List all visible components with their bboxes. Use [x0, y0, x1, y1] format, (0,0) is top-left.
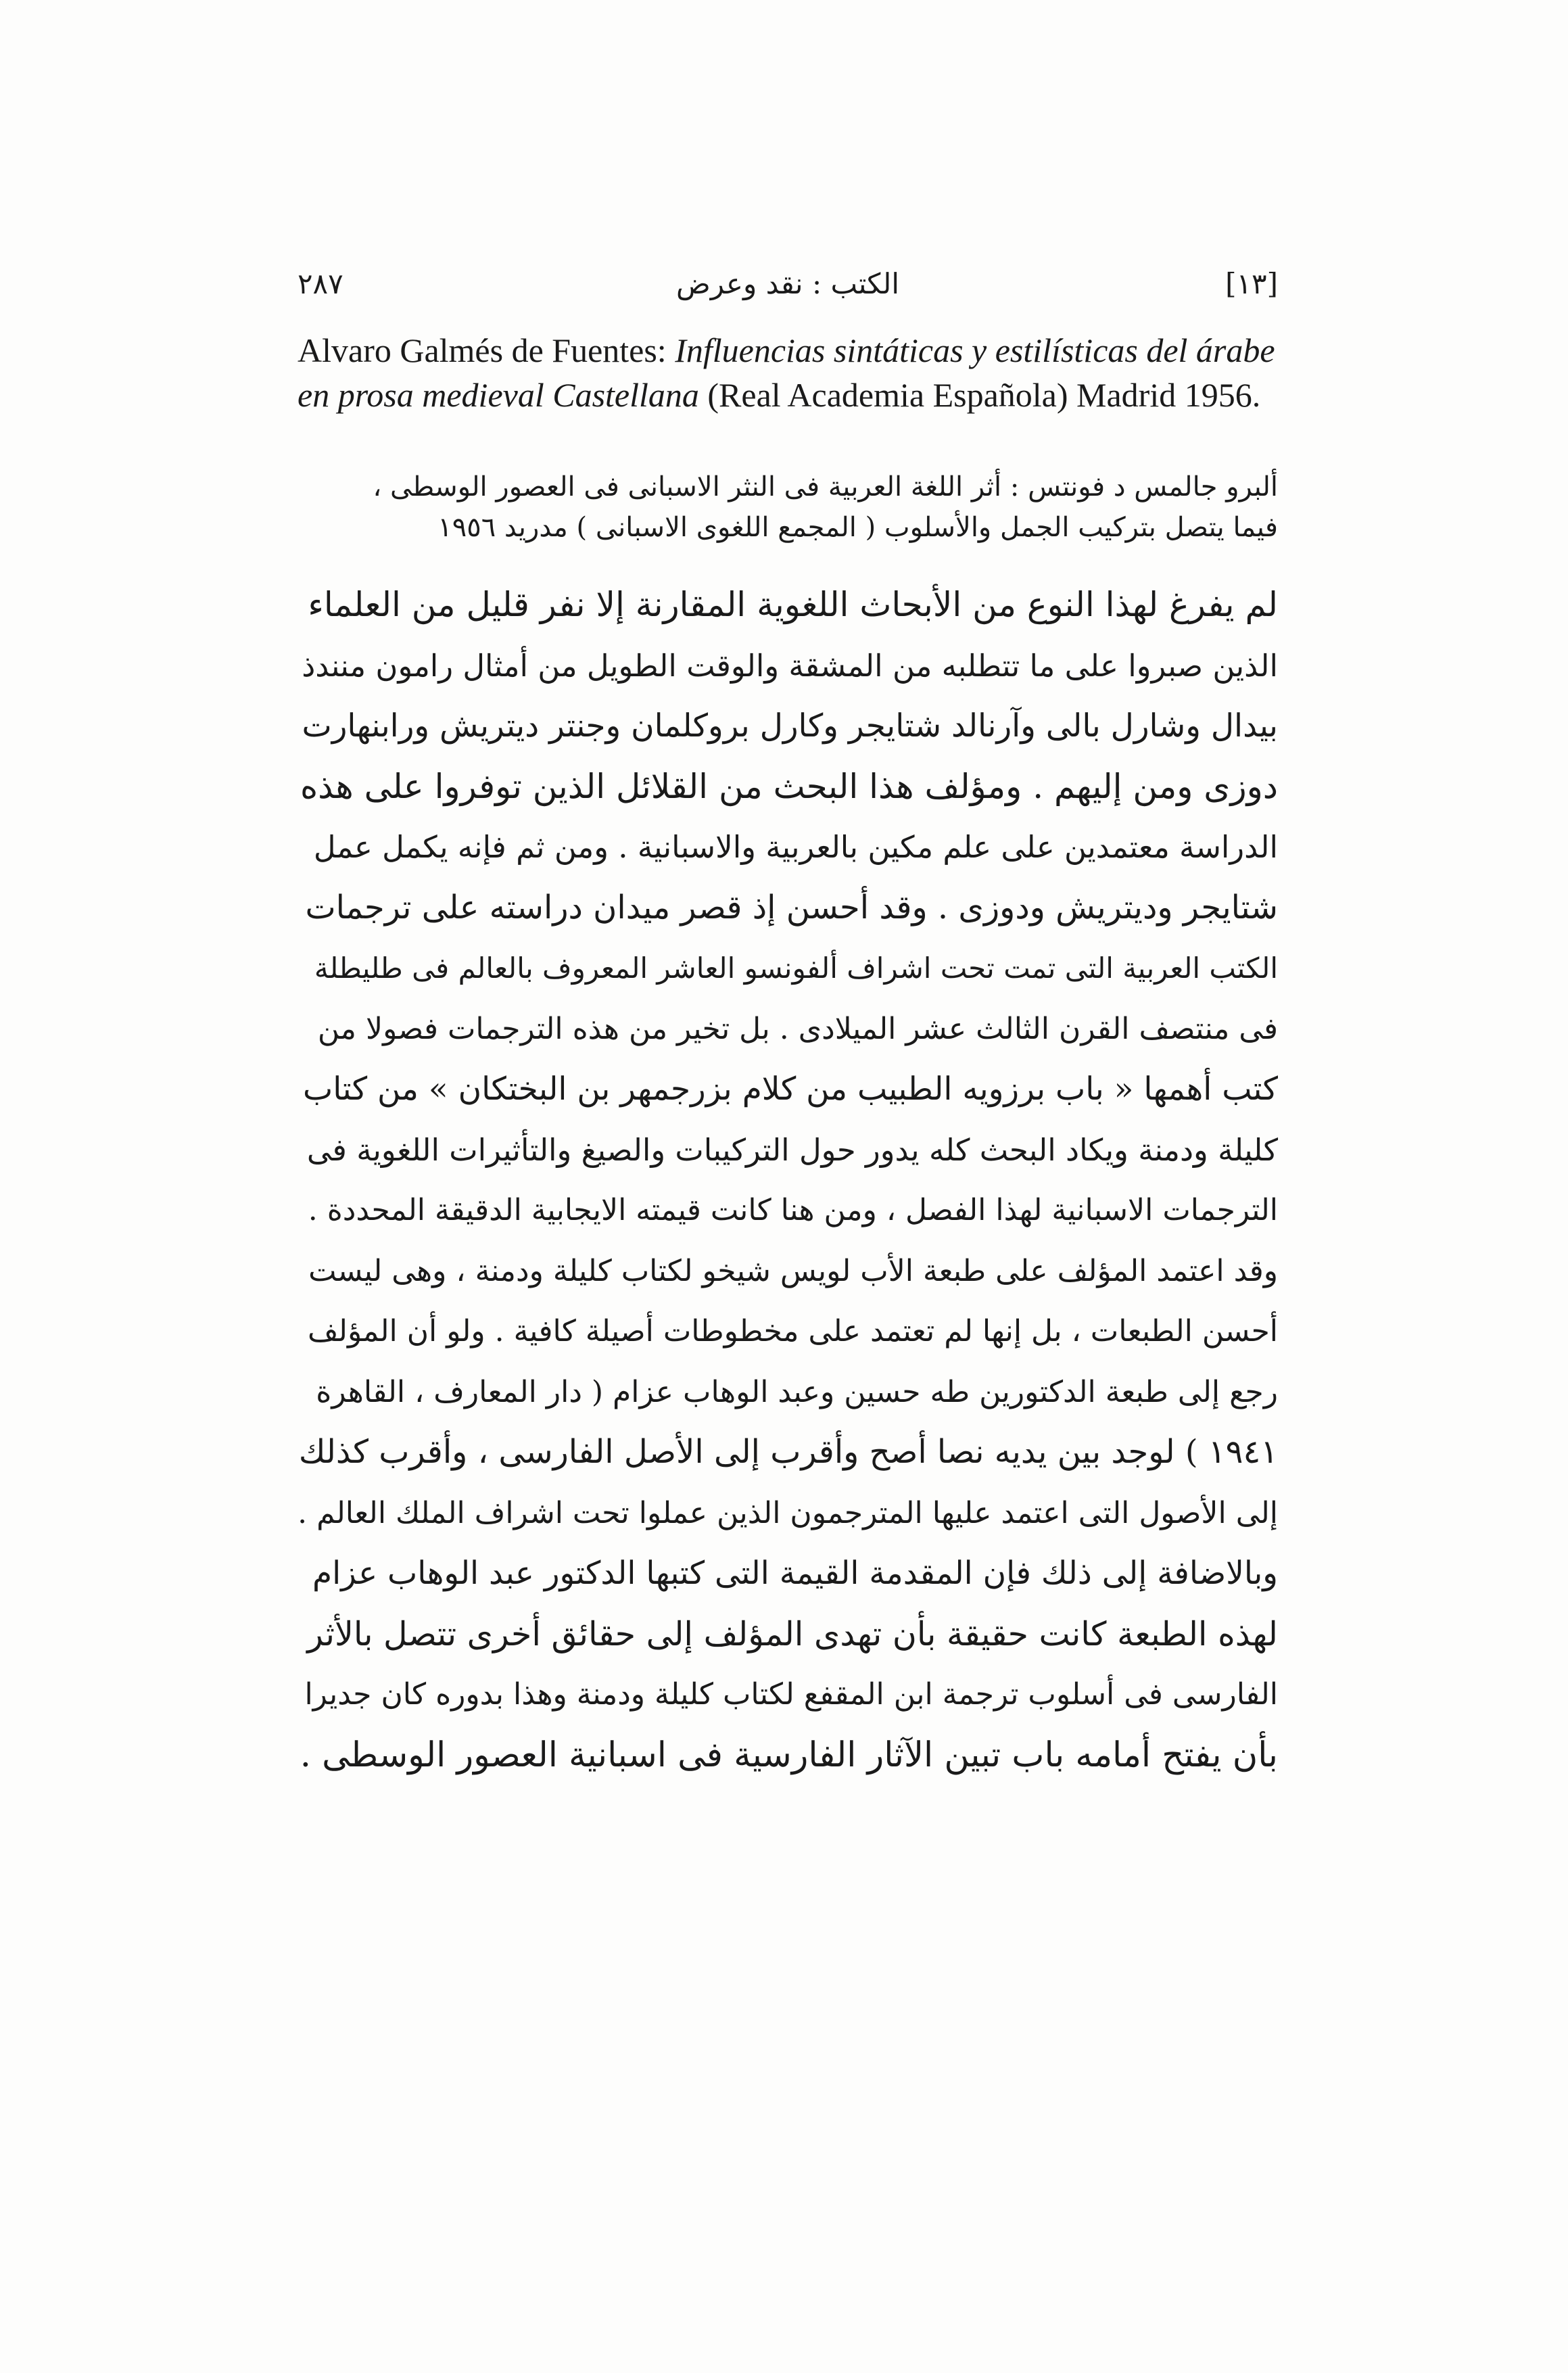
body-line: فى منتصف القرن الثالث عشر الميلادى . بل تخير من هذه الترجمات فصولا من: [317, 1011, 1278, 1046]
body-line: الترجمات الاسبانية لهذا الفصل ، ومن هنا كانت قيمته الايجابية الدقيقة المحددة .: [308, 1193, 1278, 1227]
body-line: كتب أهمها « باب برزويه الطبيب من كلام بزرجمهر بن البختكان » من كتاب: [302, 1071, 1278, 1108]
body-line: إلى الأصول التى اعتمد عليها المترجمون الذين عملوا تحت اشراف الملك العالم .: [298, 1495, 1278, 1530]
body-line: رجع إلى طبعة الدكتورين طه حسين وعبد الوهاب عزام ( دار المعارف ، القاهرة: [316, 1374, 1278, 1409]
body-line: وبالاضافة إلى ذلك فإن المقدمة القيمة التى كتبها الدكتور عبد الوهاب عزام: [312, 1555, 1278, 1592]
issue-number: [١٣]: [1225, 267, 1278, 300]
body-line: لم يفرغ لهذا النوع من الأبحاث اللغوية المقارنة إلا نفر قليل من العلماء: [308, 585, 1278, 624]
citation-publisher: (Real Academia Española) Madrid 1956.: [707, 376, 1261, 414]
body-line: ١٩٤١ ) لوجد بين يديه نصا أصح وأقرب إلى الأصل الفارسى ، وأقرب كذلك: [298, 1433, 1278, 1471]
body-line: وقد اعتمد المؤلف على طبعة الأب لويس شيخو لكتاب كليلة ودمنة ، وهى ليست: [308, 1253, 1278, 1288]
body-paragraph: [298, 575, 1278, 1785]
citation-title: Influencias sintáticas y estilísticas del árabe en prosa medieval Castellana: [298, 331, 1275, 414]
body-line: بأن يفتح أمامه باب تبين الآثار الفارسية فى اسبانية العصور الوسطى .: [300, 1735, 1278, 1775]
body-line: شتايجر وديتريش ودوزى . وقد أحسن إذ قصر ميدان دراسته على ترجمات: [305, 888, 1278, 926]
citation-arabic-line: ألبرو جالمس د فونتس : أثر اللغة العربية فى النثر الاسبانى فى العصور الوسطى ،: [373, 471, 1278, 502]
body-line: الفارسى فى أسلوب ترجمة ابن المقفع لكتاب كليلة ودمنة وهذا بدوره كان جديرا: [304, 1677, 1278, 1712]
body-line: لهذه الطبعة كانت حقيقة بأن تهدى المؤلف إلى حقائق أخرى تتصل بالأثر: [307, 1614, 1278, 1653]
body-line: الدراسة معتمدين على علم مكين بالعربية والاسبانية . ومن ثم فإنه يكمل عمل: [313, 829, 1278, 865]
citation-author: Alvaro Galmés de Fuentes:: [298, 331, 667, 369]
body-line: كليلة ودمنة ويكاد البحث كله يدور حول التركيبات والصيغ والتأثيرات اللغوية فى: [306, 1131, 1278, 1168]
page-number: ٢٨٧: [298, 267, 343, 300]
body-line: أحسن الطبعات ، بل إنها لم تعتمد على مخطوطات أصيلة كافية . ولو أن المؤلف: [307, 1314, 1278, 1348]
body-line: بيدال وشارل بالى وآرنالد شتايجر وكارل بروكلمان وجنتر ديتريش ورابنهارت: [302, 707, 1278, 745]
citation-arabic-line: فيما يتصل بتركيب الجمل والأسلوب ( المجمع اللغوى الاسبانى ) مدريد ١٩٥٦: [437, 512, 1278, 543]
body-line: دوزى ومن إليهم . ومؤلف هذا البحث من القلائل الذين توفروا على هذه: [300, 766, 1278, 806]
running-head: [298, 267, 1278, 308]
body-line: الكتب العربية التى تمت تحت اشراف ألفونسو العاشر المعروف بالعالم فى طليطلة: [314, 951, 1278, 985]
body-line: الذين صبروا على ما تتطلبه من المشقة والوقت الطويل من أمثال رامون منندذ: [302, 647, 1278, 684]
section-title: الكتب : نقد وعرض: [675, 267, 900, 300]
citation-latin: [298, 328, 1278, 417]
citation-arabic: [298, 467, 1278, 548]
